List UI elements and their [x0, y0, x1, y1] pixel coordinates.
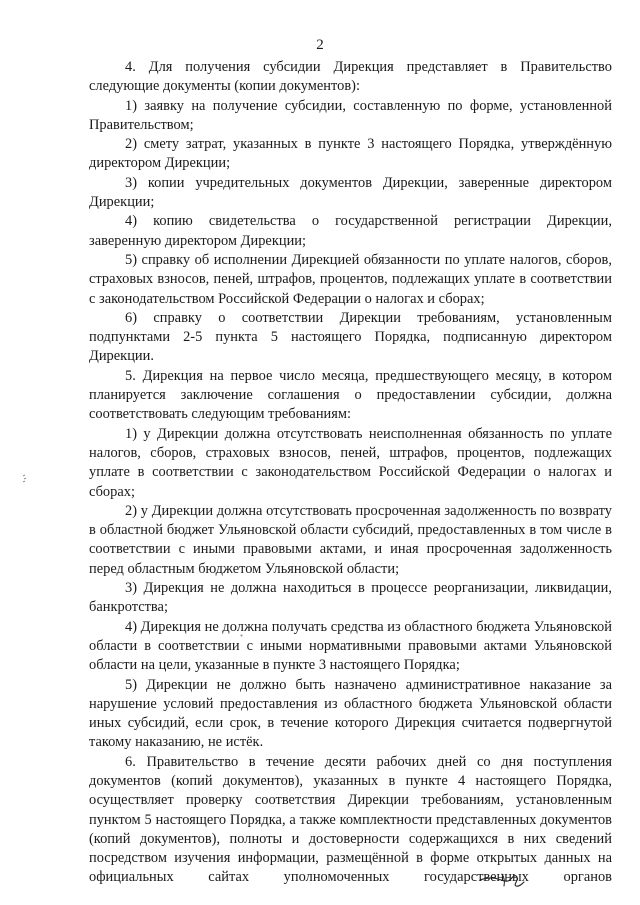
initials-signature	[478, 868, 526, 892]
paragraph-item-4: 4. Для получения субсидии Дирекция представляет в Правительство следующие документы (копии документов):	[89, 59, 612, 95]
subparagraph-5-2: 2) у Дирекции должна отсутствовать просроченная задолженность по возврату в областной бюджет Ульяновской области субсидий, предоставленных в том числе в соответствии с иными правовыми актами, и иная просроченная задолженность перед областным бюджетом Ульяновской области;	[89, 502, 612, 577]
paragraph-item-6: 6. Правительство в течение десяти рабочих дней со дня поступления документов (копий документов), указанных в пункте 4 настоящего Порядка, осуществляет проверку соответствия Дирекции требованиям, установленным пунктом 5 настоящего Порядка, а также комплектности представленных документов (копий документов), полноты и достоверности содержащихся в них сведений посредством изучения информации, размещённой в форме открытых данных на официальных сайтах уполномоченных государственных органов	[89, 753, 612, 886]
subparagraph-4-2: 2) смету затрат, указанных в пункте 3 настоящего Порядка, утверждённую директором Дирекции;	[89, 136, 612, 172]
subparagraph-5-3: 3) Дирекция не должна находиться в процессе реорганизации, ликвидации, банкротства;	[89, 580, 612, 616]
subparagraph-5-5: 5) Дирекции не должно быть назначено административное наказание за нарушение условий предоставления из областного бюджета Ульяновской области иных субсидий, если срок, в течение которого Дирекция считается подвергнутой такому наказанию, не истёк.	[89, 676, 612, 751]
scan-dot	[240, 634, 243, 637]
subparagraph-4-5: 5) справку об исполнении Дирекцией обязанности по уплате налогов, сборов, страховых взносов, пеней, штрафов, процентов, подлежащих уплате в соответствии с законодательством Российской Федерации о налогах и сборах;	[89, 251, 612, 307]
subparagraph-5-1: 1) у Дирекции должна отсутствовать неисполненная обязанность по уплате налогов, сборов, страховых взносов, пеней, штрафов, процентов, подлежащих уплате в соответствии с законодательством Российской Федерации о налогах и сборах;	[89, 425, 612, 500]
subparagraph-4-6: 6) справку о соответствии Дирекции требованиям, установленным подпунктами 2-5 пункта 5 настоящего Порядка, подписанную директором Дирекции.	[89, 309, 612, 365]
paragraph-item-5: 5. Дирекция на первое число месяца, предшествующего месяцу, в котором планируется заключение соглашения о предоставлении субсидии, должна соответствовать следующим требованиям:	[89, 367, 612, 423]
subparagraph-5-4: 4) Дирекция не должна получать средства из областного бюджета Ульяновской области в соответствии с иными нормативными правовыми актами Ульяновской области на цели, указанные в пункте 3 настоящего Порядка;	[89, 618, 612, 674]
subparagraph-4-1: 1) заявку на получение субсидии, составленную по форме, установленной Правительством;	[89, 97, 612, 133]
scan-speck	[22, 474, 30, 484]
subparagraph-4-4: 4) копию свидетельства о государственной регистрации Дирекции, заверенную директором Дирекции;	[89, 213, 612, 249]
subparagraph-4-3: 3) копии учредительных документов Дирекции, заверенные директором Дирекции;	[89, 174, 612, 211]
page-number: 2	[316, 37, 324, 53]
document-body	[89, 58, 612, 888]
